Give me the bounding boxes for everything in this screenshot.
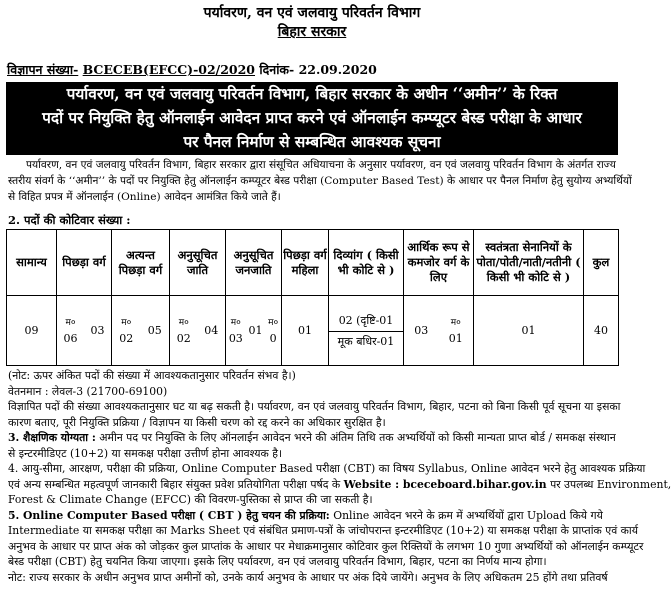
cell-freedom-fighter: 01 [474, 296, 584, 366]
header-divyang: दिव्यांग ( किसी भी कोटि से ) [329, 230, 404, 296]
header-freedom-fighter: स्वतंत्रता सेनानियों के पोता/पोती/नाती/नतीनी ( किसी भी कोटि से ) [474, 230, 584, 296]
intro-paragraph: पर्यावरण, वन एवं जलवायु परिवर्तन विभाग, बिहार सरकार द्वारा संसूचित अधियाचना के अनुसार पर्यावरण, वन एवं जलवायु परिवर्तन विभाग के अंतर्गत राज्य स्तरीय संवर्ग के ‘‘अमीन’’ के पदों पर नियुक्ति हेतु ऑनलाईन कम्प्यूटर बेस्ड परीक्षा (Computer Based Test) के आधार पर पैनल निर्माण हेतु सुयोग्य अभ्यर्थियों से विहित प्रपत्र में ऑनलाईन (Online) आवेदन आमंत्रित किये जाते हैं। [8, 159, 632, 203]
female-mark: म० [178, 317, 189, 328]
header-st: अनुसूचित जनजाति [226, 230, 282, 296]
female-mark: म० [121, 317, 132, 328]
section-4-line: Forest & Climate Change (EFCC) की विवरण-पुस्तिका से प्राप्त की जा सकती है। [8, 493, 373, 506]
date-label: दिनांक- [259, 62, 295, 77]
female-mark: म० [450, 317, 461, 328]
vacancy-table [6, 229, 619, 366]
government-title: बिहार सरकार [277, 24, 347, 40]
cell-total: 40 [584, 296, 619, 366]
female-mark: म० [268, 317, 279, 328]
header-sc: अनुसूचित जाति [170, 230, 226, 296]
pay-scale: वेतनमान : लेवल-3 (21700-69100) [8, 384, 168, 398]
female-mark: म० [65, 317, 76, 328]
section-2-title: 2. पदों की कोटिवार संख्या : [8, 213, 131, 227]
cell-ebc: म० 02 05 [112, 296, 170, 366]
banner-line: पर पैनल निर्माण से सम्बन्धित आवश्यक सूचना [183, 133, 441, 151]
banner-line: पर्यावरण, वन एवं जलवायु परिवर्तन विभाग, बिहार सरकार के अधीन ‘‘अमीन’’ के रिक्त [66, 85, 558, 103]
cell-general: 09 [7, 296, 57, 366]
table-row [7, 296, 619, 366]
change-paragraph-line: कारण बताए, पूरी नियुक्ति प्रक्रिया / विज्ञापन या किसी चरण को रद्द करने का अधिकार सुरक्षित है। [8, 415, 386, 429]
female-mark: म० [230, 317, 241, 328]
header-ebc: अत्यन्त पिछड़ा वर्ग [112, 230, 170, 296]
table-note: (नोट: ऊपर अंकित पदों की संख्या में आवश्यकतानुसार परिवर्तन संभव है।) [8, 369, 296, 382]
notice-banner [6, 82, 618, 155]
section-5: 5. Online Computer Based परीक्षा ( CBT ) हेतु चयन की प्रक्रिया: Online आवेदन भरने के क्रम में अभ्यर्थियों द्वारा Upload किये गये [8, 508, 603, 522]
section-3-title: 3. शैक्षणिक योग्यता : [8, 431, 96, 444]
cell-bc-women: 01 [282, 296, 329, 366]
section-5-title: 5. Online Computer Based परीक्षा ( CBT ) हेतु चयन की प्रक्रिया: [8, 508, 330, 522]
banner-line: पदों पर नियुक्ति हेतु ऑनलाईन आवेदन प्राप्त करने एवं ऑनलाईन कम्प्यूटर बेस्ड परीक्षा के आधार [42, 109, 582, 127]
cell-ews: 03 म० 01 [404, 296, 474, 366]
header-total: कुल [584, 230, 619, 296]
table-header-row [7, 230, 619, 296]
header-bc-women: पिछड़ा वर्ग महिला [282, 230, 329, 296]
section-3: 3. शैक्षणिक योग्यता : अमीन पद पर नियुक्ति के लिए ऑनलाईन आवेदन भरने की अंतिम तिथि तक अभ्यर्थियों को किसी मान्यता प्राप्त बोर्ड / समकक्ष संस्थान [8, 431, 616, 444]
advertisement-line [7, 61, 377, 78]
cell-sc: म० 02 04 [170, 296, 226, 366]
section-4-line: 4. आयु-सीमा, आरक्षण, परीक्षा की प्रक्रिया, Online Computer Based परीक्षा (CBT) का विषय Syllabus, Online आवेदन भरने हेतु आवश्यक प्रक्रिया [8, 462, 646, 475]
advertisement-label: विज्ञापन संख्या- [7, 62, 79, 77]
cell-divyang: 02 (दृष्टि-01 मूक बधिर-01 [329, 296, 404, 366]
section-4-line: एवं अन्य सम्बन्धित महत्वपूर्ण जानकारी बिहार संयुक्त प्रवेश प्रतियोगिता परीक्षा पर्षद के Website : bceceboard.bihar.gov.in पर उपलब्ध Environment, [8, 477, 671, 491]
header-ews: आर्थिक रूप से कमजोर वर्ग के लिए [404, 230, 474, 296]
advertisement-number: BCECEB(EFCC)-02/2020 [82, 62, 256, 77]
department-title: पर्यावरण, वन एवं जलवायु परिवर्तन विभाग [203, 5, 421, 21]
website-link-text: Website : bceceboard.bihar.gov.in [343, 477, 547, 491]
cell-st: म० 03 01 म० 0 [226, 296, 282, 366]
header-bc: पिछड़ा वर्ग [57, 230, 112, 296]
change-paragraph-line: विज्ञापित पदों की संख्या आवश्यकतानुसार घट या बढ़ सकती है। पर्यावरण, वन एवं जलवायु परिवर्तन विभाग, बिहार, पटना को बिना किसी पूर्व सूचना या इसका [8, 400, 621, 413]
header-general: सामान्य [7, 230, 57, 296]
cell-bc: म० 06 03 [57, 296, 112, 366]
body-text: (नोट: ऊपर अंकित पदों की संख्या में आवश्यकतानुसार परिवर्तन संभव है।) वेतनमान : लेवल-3 (21700-69100) विज्ञापित पदों की संख्या आवश्यकतानुसार घट या बढ़ सकती है। पर्यावरण, वन एवं जलवायु परिवर्तन विभाग, बिहार, पटना को बिना किसी पूर्व सूचना या इसका कारण बताए, पूरी नियुक्ति प्रक्रिया / विज्ञापन या किसी चरण को रद्द करने का अधिकार सुरक्षित है। 3. शैक्षणिक योग्यता : अमीन पद पर नियुक्ति के लिए ऑनलाईन आवेदन भरने की अंतिम तिथि तक अभ्यर्थियों को किसी मान्यता प्राप्त बोर्ड / समकक्ष संस्थान से इन्टरमीडिएट (10+2) या समकक्ष परीक्षा उत्तीर्ण होना आवश्यक है। 4. आयु-सीमा, आरक्षण, परीक्षा की प्रक्रिया, Online Computer Based परीक्षा (CBT) का विषय Syllabus, Online आवेदन भरने हेतु आवश्यक प्रक्रिया एवं अन्य सम्बन्धित महत्वपूर्ण जानकारी बिहार संयुक्त प्रवेश प्रतियोगिता परीक्षा पर्षद के Website : bceceboard.bihar.gov.in पर उपलब्ध Environment, Forest & Climate Change (EFCC) की विवरण-पुस्तिका से प्राप्त की जा सकती है। 5. Online Computer Based परीक्षा ( CBT ) हेतु चयन की प्रक्रिया: Online आवेदन भरने के क्रम में अभ्यर्थियों द्वारा Upload किये गये Intermediate या समकक्ष परीक्षा का Marks Sheet एवं संबंधित प्रमाण-पत्रों के जांचोपरान्त इन्टरमीडिएट (10+2) या समकक्ष परीक्षा के प्राप्तांक एवं कार्य अनुभव के आधार पर प्राप्त अंक को जोड़कर कुल प्राप्तांक के आधार पर मेधाक्रमानुसार कोटिवार कुल रिक्तियों के लगभग 10 गुणा अभ्यर्थियों को ऑनलाईन कम्प्यूटर बेस्ड परीक्षा (CBT) हेतु चयनित किया जाएगा। इसके लिए पर्यावरण, वन एवं जलवायु परिवर्तन विभाग, बिहार, पटना का निर्णय मान्य होगा। नोट: राज्य सरकार के अधीन अनुभव प्राप्त अमीनों को, उनके कार्य अनुभव के आधार पर अंक दिये जायेंगे। अनुभव के लिए अधिकतम 25 होंगे तथा प्रतिवर्ष [8, 369, 671, 584]
advertisement-date: 22.09.2020 [298, 62, 377, 77]
